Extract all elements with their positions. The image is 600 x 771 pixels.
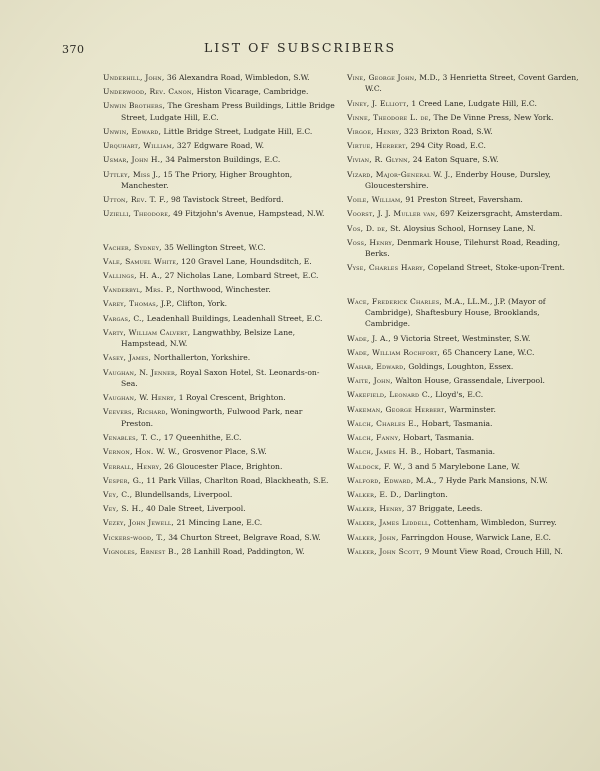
subscriber-entry	[347, 461, 579, 472]
subscriber-address: 1 Creed Lane, Ludgate Hill, E.C.	[408, 98, 537, 108]
subscriber-address: Warminster.	[446, 404, 496, 414]
subscriber-address: 36 Alexandra Road, Wimbledon, S.W.	[164, 73, 310, 82]
subscriber-name: Wade, William Rochfort,	[347, 347, 441, 357]
subscriber-name: Vanderbyl, Mrs. P.,	[103, 285, 175, 295]
subscriber-entry	[103, 406, 335, 429]
subscriber-address: 120 Gravel Lane, Houndsditch, E.	[178, 256, 312, 266]
subscriber-address: Enderby House, Dursley, Gloucestershire.	[365, 169, 551, 191]
subscriber-entry	[347, 140, 579, 151]
subscriber-entry	[103, 327, 335, 350]
subscriber-address: 327 Edgware Road, W.	[174, 141, 264, 151]
subscriber-name: Walford, Edward,	[347, 475, 414, 485]
subscriber-name: Unwin, Edward,	[103, 127, 162, 137]
subscriber-address: Walton House, Grassendale, Liverpool.	[392, 376, 545, 386]
subscriber-entry	[347, 194, 579, 205]
subscriber-name: Vernon, Hon. W. W.,	[103, 447, 180, 457]
subscriber-name: Varey, Thomas,	[103, 299, 159, 309]
subscriber-address: 9 Victoria Street, Westminster, S.W.	[390, 333, 531, 343]
subscriber-entry	[347, 546, 579, 557]
group-u	[103, 72, 335, 220]
subscriber-address: 40 Dale Street, Liverpool.	[143, 504, 246, 514]
subscriber-name: Vey, C.,	[103, 489, 133, 499]
subscriber-name: Wakeman, George Herbert,	[347, 404, 447, 414]
subscriber-name: Verrall, Henry,	[103, 461, 162, 471]
subscriber-name: Usmar, John H.,	[103, 155, 163, 165]
subscriber-entry	[347, 532, 579, 543]
subscriber-address: 65 Chancery Lane, W.C.	[440, 347, 535, 357]
subscriber-entry	[103, 517, 335, 528]
subscriber-name: Vizard, Major-General W. J.,	[347, 169, 454, 179]
subscriber-address: Little Bridge Street, Ludgate Hill, E.C.	[161, 127, 313, 137]
group-v-continued	[347, 72, 579, 274]
subscriber-address: St. Aloysius School, Hornsey Lane, N.	[387, 223, 536, 233]
subscriber-entry	[103, 461, 335, 472]
subscriber-entry	[103, 270, 335, 281]
subscriber-name: Virgoe, Henry,	[347, 127, 402, 137]
subscriber-address: M.A., LL.M., J.P. (Mayor of Cambridge), Shaftesbury House, Brooklands, Cambridge.	[365, 296, 546, 329]
subscriber-entry	[347, 432, 579, 443]
subscriber-address: Darlington.	[401, 489, 448, 499]
subscriber-entry	[347, 503, 579, 514]
subscriber-name: Unwin Brothers,	[103, 101, 166, 111]
subscriber-name: Vinne, Theodore L. de,	[347, 112, 432, 122]
subscriber-address: The De Vinne Press, New York.	[431, 112, 554, 122]
subscriber-address: 17 Queenhithe, E.C.	[161, 433, 242, 443]
subscriber-address: 15 The Priory, Higher Broughton, Manchester.	[121, 169, 293, 191]
subscriber-name: Vallings, H. A.,	[103, 271, 163, 281]
subscriber-address: Grosvenor Place, S.W.	[179, 447, 267, 457]
subscriber-name: Vaughan, N. Jenner,	[103, 367, 178, 377]
subscriber-name: Walch, Charles E.,	[347, 418, 420, 428]
subscriber-name: Veevers, Richard,	[103, 407, 169, 417]
subscriber-name: Wahab, Edward,	[347, 362, 406, 372]
subscriber-entry	[103, 208, 335, 219]
subscriber-name: Voss, Henry,	[347, 237, 395, 247]
group-v	[103, 242, 335, 557]
subscriber-entry	[347, 418, 579, 429]
subscriber-address: 98 Tavistock Street, Bedford.	[168, 195, 284, 205]
subscriber-address: 21 Mincing Lane, E.C.	[174, 518, 263, 528]
subscriber-name: Vezey, John Jewell,	[103, 518, 175, 528]
subscriber-address: 27 Nicholas Lane, Lombard Street, E.C.	[162, 271, 319, 281]
subscriber-entry	[103, 126, 335, 137]
subscriber-entry	[347, 389, 579, 400]
subscriber-address: Langwathby, Belsize Lane, Hampstead, N.W.	[121, 327, 295, 349]
subscriber-entry	[347, 223, 579, 234]
subscriber-entry	[103, 367, 335, 390]
subscriber-name: Vignoles, Ernest B.,	[103, 546, 180, 556]
subscriber-address: 323 Brixton Road, S.W.	[401, 127, 493, 137]
subscriber-entry	[103, 392, 335, 403]
subscriber-address: The Gresham Press Buildings, Little Bridge Street, Ludgate Hill, E.C.	[121, 101, 335, 122]
subscriber-name: Waldock, F. W.,	[347, 461, 406, 471]
subscriber-entry	[103, 242, 335, 253]
subscriber-address: Histon Vicarage, Cambridge.	[194, 87, 309, 97]
subscriber-entry	[103, 446, 335, 457]
group-w	[347, 296, 579, 557]
subscriber-entry	[103, 154, 335, 165]
subscriber-address: 34 Churton Street, Belgrave Road, S.W.	[165, 532, 321, 542]
subscriber-entry	[103, 256, 335, 267]
subscriber-name: Vale, Samuel White,	[103, 256, 179, 266]
subscriber-entry	[347, 404, 579, 415]
subscriber-address: J.P., Clifton, York.	[158, 299, 228, 309]
subscriber-entry	[347, 237, 579, 260]
subscriber-name: Walker, Henry,	[347, 504, 405, 514]
subscriber-entry	[347, 489, 579, 500]
running-title: LIST OF SUBSCRIBERS	[203, 40, 397, 55]
subscriber-entry	[103, 546, 335, 557]
subscriber-name: Walker, E. D.,	[347, 489, 402, 499]
subscriber-name: Varty, William Calvert,	[103, 327, 191, 337]
subscriber-address: 24 Eaton Square, S.W.	[410, 155, 499, 165]
subscriber-address: 37 Briggate, Leeds.	[404, 504, 483, 514]
subscriber-entry	[347, 517, 579, 528]
subscriber-name: Vickers-wood, T.,	[103, 532, 166, 542]
subscriber-address: 3 and 5 Marylebone Lane, W.	[405, 461, 521, 471]
subscriber-entry	[347, 208, 579, 219]
subscriber-entry	[347, 112, 579, 123]
subscriber-entry	[347, 126, 579, 137]
subscriber-name: Vey, S. H.,	[103, 504, 144, 514]
subscriber-entry	[103, 489, 335, 500]
subscriber-name: Wace, Frederick Charles,	[347, 296, 442, 306]
subscriber-name: Vasey, James,	[103, 353, 152, 363]
subscriber-entry	[347, 296, 579, 330]
subscriber-address: 49 Fitzjohn's Avenue, Hampstead, N.W.	[170, 209, 325, 219]
subscriber-address: Northwood, Winchester.	[174, 285, 271, 295]
subscriber-name: Uzielli, Theodore,	[103, 209, 171, 219]
subscriber-name: Vos, D. de,	[347, 223, 388, 233]
subscriber-name: Vacher, Sydney,	[103, 242, 162, 252]
subscriber-entry	[103, 503, 335, 514]
subscriber-address: 28 Lanhill Road, Paddington, W.	[179, 546, 305, 556]
subscriber-address: M.A., 7 Hyde Park Mansions, N.W.	[413, 475, 548, 485]
subscriber-name: Wade, J. A.,	[347, 333, 391, 343]
subscriber-name: Walker, John Scott,	[347, 546, 423, 556]
subscriber-entry	[347, 446, 579, 457]
subscriber-entry	[347, 154, 579, 165]
group-spacer	[347, 277, 579, 296]
subscriber-address: Denmark House, Tilehurst Road, Reading, Berks.	[365, 237, 561, 259]
subscriber-entry	[103, 352, 335, 363]
subscriber-entry	[103, 532, 335, 543]
subscriber-address: 91 Preston Street, Faversham.	[402, 195, 523, 205]
subscriber-address: Hobart, Tasmania.	[400, 433, 475, 443]
subscriber-name: Waite, John,	[347, 376, 393, 386]
subscriber-entry	[103, 100, 335, 123]
subscriber-entry	[103, 86, 335, 97]
subscriber-name: Vyse, Charles Harry,	[347, 263, 426, 273]
subscriber-address: M.D., 3 Henrietta Street, Covent Garden, W.C.	[365, 73, 579, 94]
right-column	[347, 72, 579, 560]
subscriber-entry	[103, 72, 335, 83]
subscriber-name: Walker, James Liddell,	[347, 518, 432, 528]
subscriber-name: Virtue, Herbert,	[347, 141, 409, 151]
subscriber-address: Leadenhall Buildings, Leadenhall Street, E.C.	[144, 313, 323, 323]
subscriber-name: Underwood, Rev. Canon,	[103, 87, 195, 97]
subscriber-name: Urquhart, William,	[103, 141, 175, 151]
subscriber-name: Voile, William,	[347, 195, 403, 205]
page-number: 370	[62, 43, 85, 56]
subscriber-address: Cottenham, Wimbledon, Surrey.	[431, 518, 557, 528]
subscriber-address: Lloyd's, E.C.	[432, 390, 484, 400]
subscriber-address: Hobart, Tasmania.	[419, 418, 493, 428]
subscriber-address: 26 Gloucester Place, Brighton.	[161, 461, 283, 471]
subscriber-entry	[347, 361, 579, 372]
subscriber-name: Uttley, Miss J.,	[103, 169, 161, 179]
subscriber-entry	[103, 284, 335, 295]
subscriber-name: Walch, Fanny,	[347, 433, 401, 443]
subscriber-entry	[103, 169, 335, 192]
subscriber-entry	[347, 262, 579, 273]
subscriber-entry	[103, 298, 335, 309]
subscriber-name: Walker, John,	[347, 532, 399, 542]
subscriber-name: Venables, T. C.,	[103, 433, 162, 443]
subscriber-address: Copeland Street, Stoke-upon-Trent.	[425, 263, 565, 273]
subscriber-entry	[103, 194, 335, 205]
subscriber-entry	[347, 475, 579, 486]
subscriber-entry	[103, 313, 335, 324]
subscriber-name: Underhill, John,	[103, 73, 165, 82]
subscriber-name: Voorst, J. J. Muller van,	[347, 209, 438, 219]
subscriber-address: Northallerton, Yorkshire.	[151, 353, 251, 363]
subscriber-address: 35 Wellington Street, W.C.	[161, 242, 266, 252]
subscriber-entry	[347, 347, 579, 358]
subscriber-name: Vaughan, W. Henry,	[103, 393, 177, 403]
left-column	[103, 72, 335, 560]
subscriber-name: Viney, J. Elliott,	[347, 98, 409, 108]
subscriber-name: Vargas, C.,	[103, 313, 145, 323]
subscriber-entry	[347, 169, 579, 192]
subscriber-address: Woningworth, Fulwood Park, near Preston.	[121, 407, 303, 428]
subscriber-name: Walch, James H. B.,	[347, 447, 422, 457]
subscriber-entry	[103, 140, 335, 151]
subscriber-name: Vine, George John,	[347, 73, 417, 82]
subscriber-address: 1 Royal Crescent, Brighton.	[176, 393, 286, 403]
subscriber-name: Wakefield, Leonard C.,	[347, 390, 433, 400]
subscriber-entry	[347, 98, 579, 109]
subscriber-address: 9 Mount View Road, Crouch Hill, N.	[422, 546, 563, 556]
subscriber-address: Hobart, Tasmania.	[421, 447, 496, 457]
subscriber-address: 294 City Road, E.C.	[408, 141, 486, 151]
subscriber-address: Farringdon House, Warwick Lane, E.C.	[398, 532, 551, 542]
subscriber-name: Vesper, G.,	[103, 475, 144, 485]
subscriber-name: Utton, Rev. T. F.,	[103, 195, 169, 205]
subscriber-address: 34 Palmerston Buildings, E.C.	[162, 155, 281, 165]
subscriber-entry	[347, 375, 579, 386]
subscriber-address: 11 Park Villas, Charlton Road, Blackheath, S.E.	[144, 475, 329, 485]
subscriber-name: Vivian, R. Glynn,	[347, 155, 411, 165]
group-spacer	[103, 223, 335, 242]
subscriber-address: Royal Saxon Hotel, St. Leonards-on-Sea.	[121, 367, 320, 389]
subscriber-entry	[347, 72, 579, 95]
subscriber-address: 697 Keizersgracht, Amsterdam.	[437, 209, 563, 219]
subscriber-entry	[103, 475, 335, 486]
subscriber-entry	[347, 333, 579, 344]
subscriber-address: Blundellsands, Liverpool.	[132, 489, 233, 499]
subscriber-entry	[103, 432, 335, 443]
subscriber-address: Goldings, Loughton, Essex.	[405, 362, 514, 372]
